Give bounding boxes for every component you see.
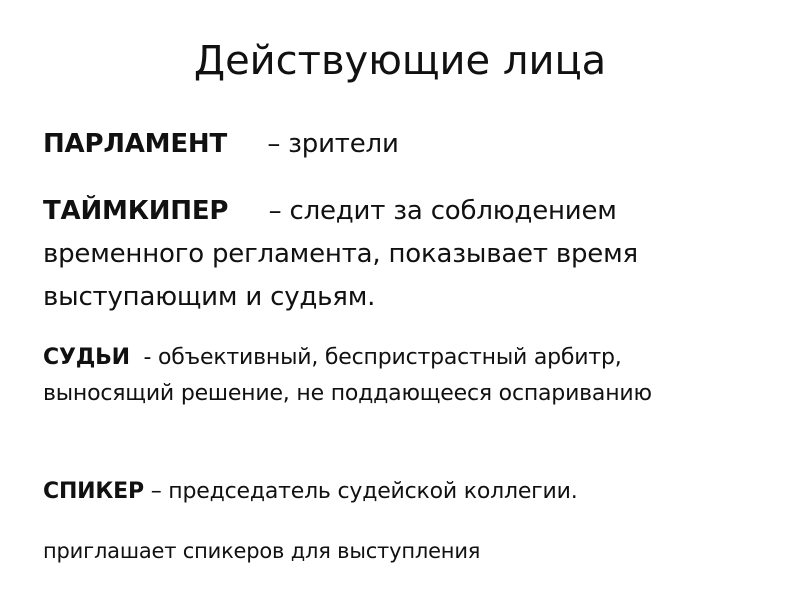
role-term: ПАРЛАМЕНТ — [43, 129, 227, 159]
role-description: – зрители — [267, 129, 399, 159]
role-description: – председатель судейской коллегии. — [150, 479, 578, 504]
role-gap — [144, 479, 151, 504]
role-timekeeper — [43, 190, 733, 319]
role-description: - объективный, беспристрастный арбитр, выносящий решение, не поддающееся оспариванию — [43, 345, 652, 406]
role-term: ТАЙМКИПЕР — [43, 196, 229, 226]
slide-title: Действующие лица — [193, 38, 607, 84]
role-judges — [43, 340, 733, 412]
role-description: – следит за соблюдением временного регламента, показывает время выступающим и судьям. — [43, 196, 647, 312]
role-term: СПИКЕР — [43, 479, 144, 504]
role-gap — [228, 196, 268, 226]
role-speaker — [43, 474, 733, 510]
role-gap — [227, 129, 267, 159]
role-term: СУДЬИ — [43, 345, 130, 370]
role-gap — [130, 345, 144, 370]
speaker-note: приглашает спикеров для выступления — [43, 539, 481, 563]
role-parliament — [43, 122, 733, 166]
